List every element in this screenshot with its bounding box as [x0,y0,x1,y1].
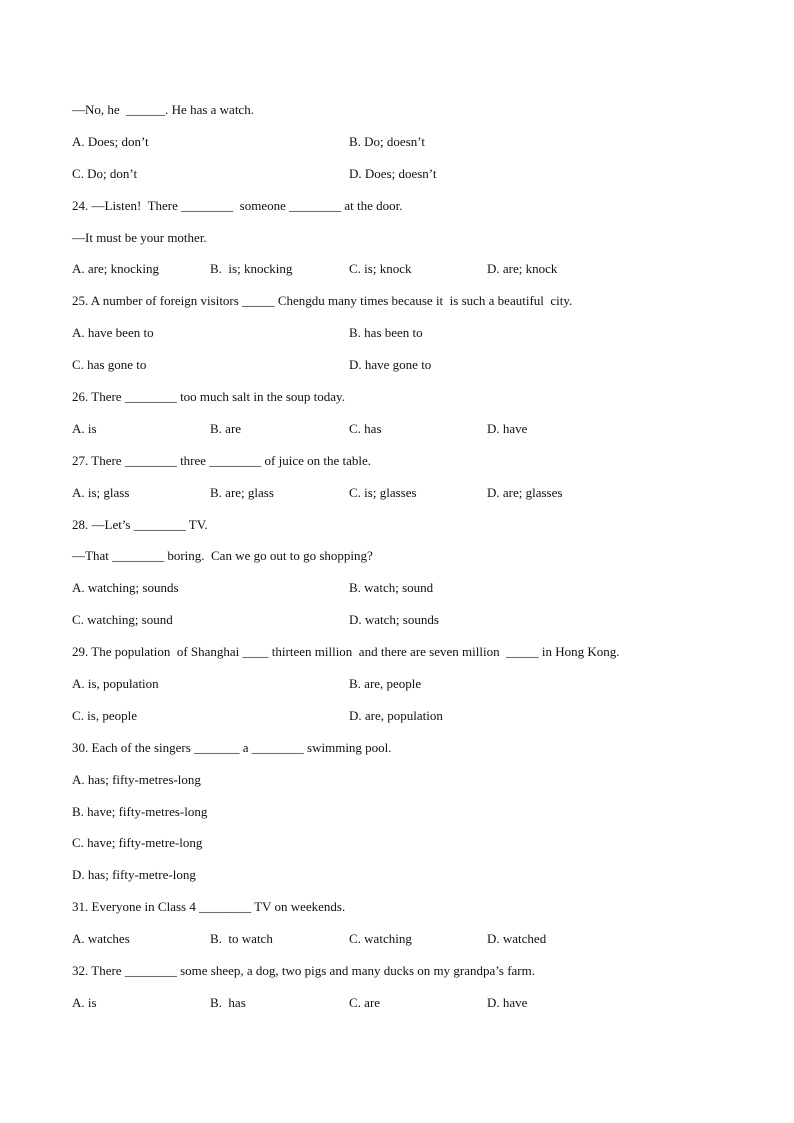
option-a: A. Does; don’t [72,133,149,149]
option-b: B. are; glass [210,484,274,500]
option-c: C. have; fifty-metre-long [72,835,203,851]
option-row [72,355,732,387]
option-a: A. have been to [72,325,154,341]
option-b: B. has [210,994,246,1010]
dialogue-line: —It must be your mother. [72,229,207,245]
question-24: 24. —Listen! There ________ someone ________ at the door. [72,197,403,213]
question-27: 27. There ________ three ________ of juice on the table. [72,452,372,468]
option-row [72,259,732,291]
option-a: A. watching; sounds [72,580,179,596]
question-31: 31. Everyone in Class 4 ________ TV on weekends. [72,899,346,915]
option-b: B. watch; sound [349,580,434,596]
option-a: A. is, population [72,676,159,692]
option-d: D. has; fifty-metre-long [72,867,196,883]
dialogue-line: —No, he ______. He has a watch. [72,102,254,117]
option-c: C. Do; don’t [72,165,138,181]
option-c: C. has [349,420,382,436]
option-b: B. Do; doesn’t [349,133,425,149]
option-row [72,419,732,451]
option-a: A. watches [72,931,130,947]
option-a: A. is; glass [72,484,130,500]
option-d: D. watch; sounds [349,612,439,628]
question-26: 26. There ________ too much salt in the soup today. [72,389,345,405]
option-c: C. are [349,994,381,1010]
option-row [72,323,732,355]
option-row [72,706,732,738]
option-b: B. is; knocking [210,261,293,277]
option-a: A. has; fifty-metres-long [72,771,201,787]
option-row [72,610,732,642]
option-a: A. is [72,420,97,436]
question-30: 30. Each of the singers _______ a ________ swimming pool. [72,739,392,755]
dialogue-line: —That ________ boring. Can we go out to go shopping? [72,548,373,564]
option-d: D. Does; doesn’t [349,165,437,181]
option-c: C. is; glasses [349,484,417,500]
option-row [72,993,732,1025]
option-d: D. are; knock [487,261,558,277]
option-d: D. have gone to [349,357,432,373]
option-d: D. have [487,420,528,436]
option-row [72,674,732,706]
option-b: B. are [210,420,242,436]
question-28: 28. —Let’s ________ TV. [72,516,208,532]
option-row [72,164,732,196]
option-d: D. are; glasses [487,484,563,500]
option-row [72,578,732,610]
option-c: C. has gone to [72,357,147,373]
option-a: A. are; knocking [72,261,160,277]
option-row [72,132,732,164]
option-b: B. to watch [210,931,273,947]
option-d: D. have [487,994,528,1010]
option-d: D. watched [487,931,547,947]
option-b: B. have; fifty-metres-long [72,803,208,819]
option-a: A. is [72,994,97,1010]
option-b: B. has been to [349,325,423,341]
option-c: C. is, people [72,707,137,723]
question-25: 25. A number of foreign visitors _____ Chengdu many times because it is such a beautiful city. [72,293,573,309]
option-c: C. is; knock [349,261,412,277]
option-d: D. are, population [349,707,443,723]
option-c: C. watching; sound [72,612,173,628]
question-32: 32. There ________ some sheep, a dog, two pigs and many ducks on my grandpa’s farm. [72,963,535,979]
option-c: C. watching [349,931,412,947]
option-row [72,483,732,515]
option-b: B. are, people [349,676,422,692]
exam-page [72,100,732,1025]
question-29: 29. The population of Shanghai ____ thirteen million and there are seven million _____ in Hong Kong. [72,644,620,660]
option-row [72,929,732,961]
